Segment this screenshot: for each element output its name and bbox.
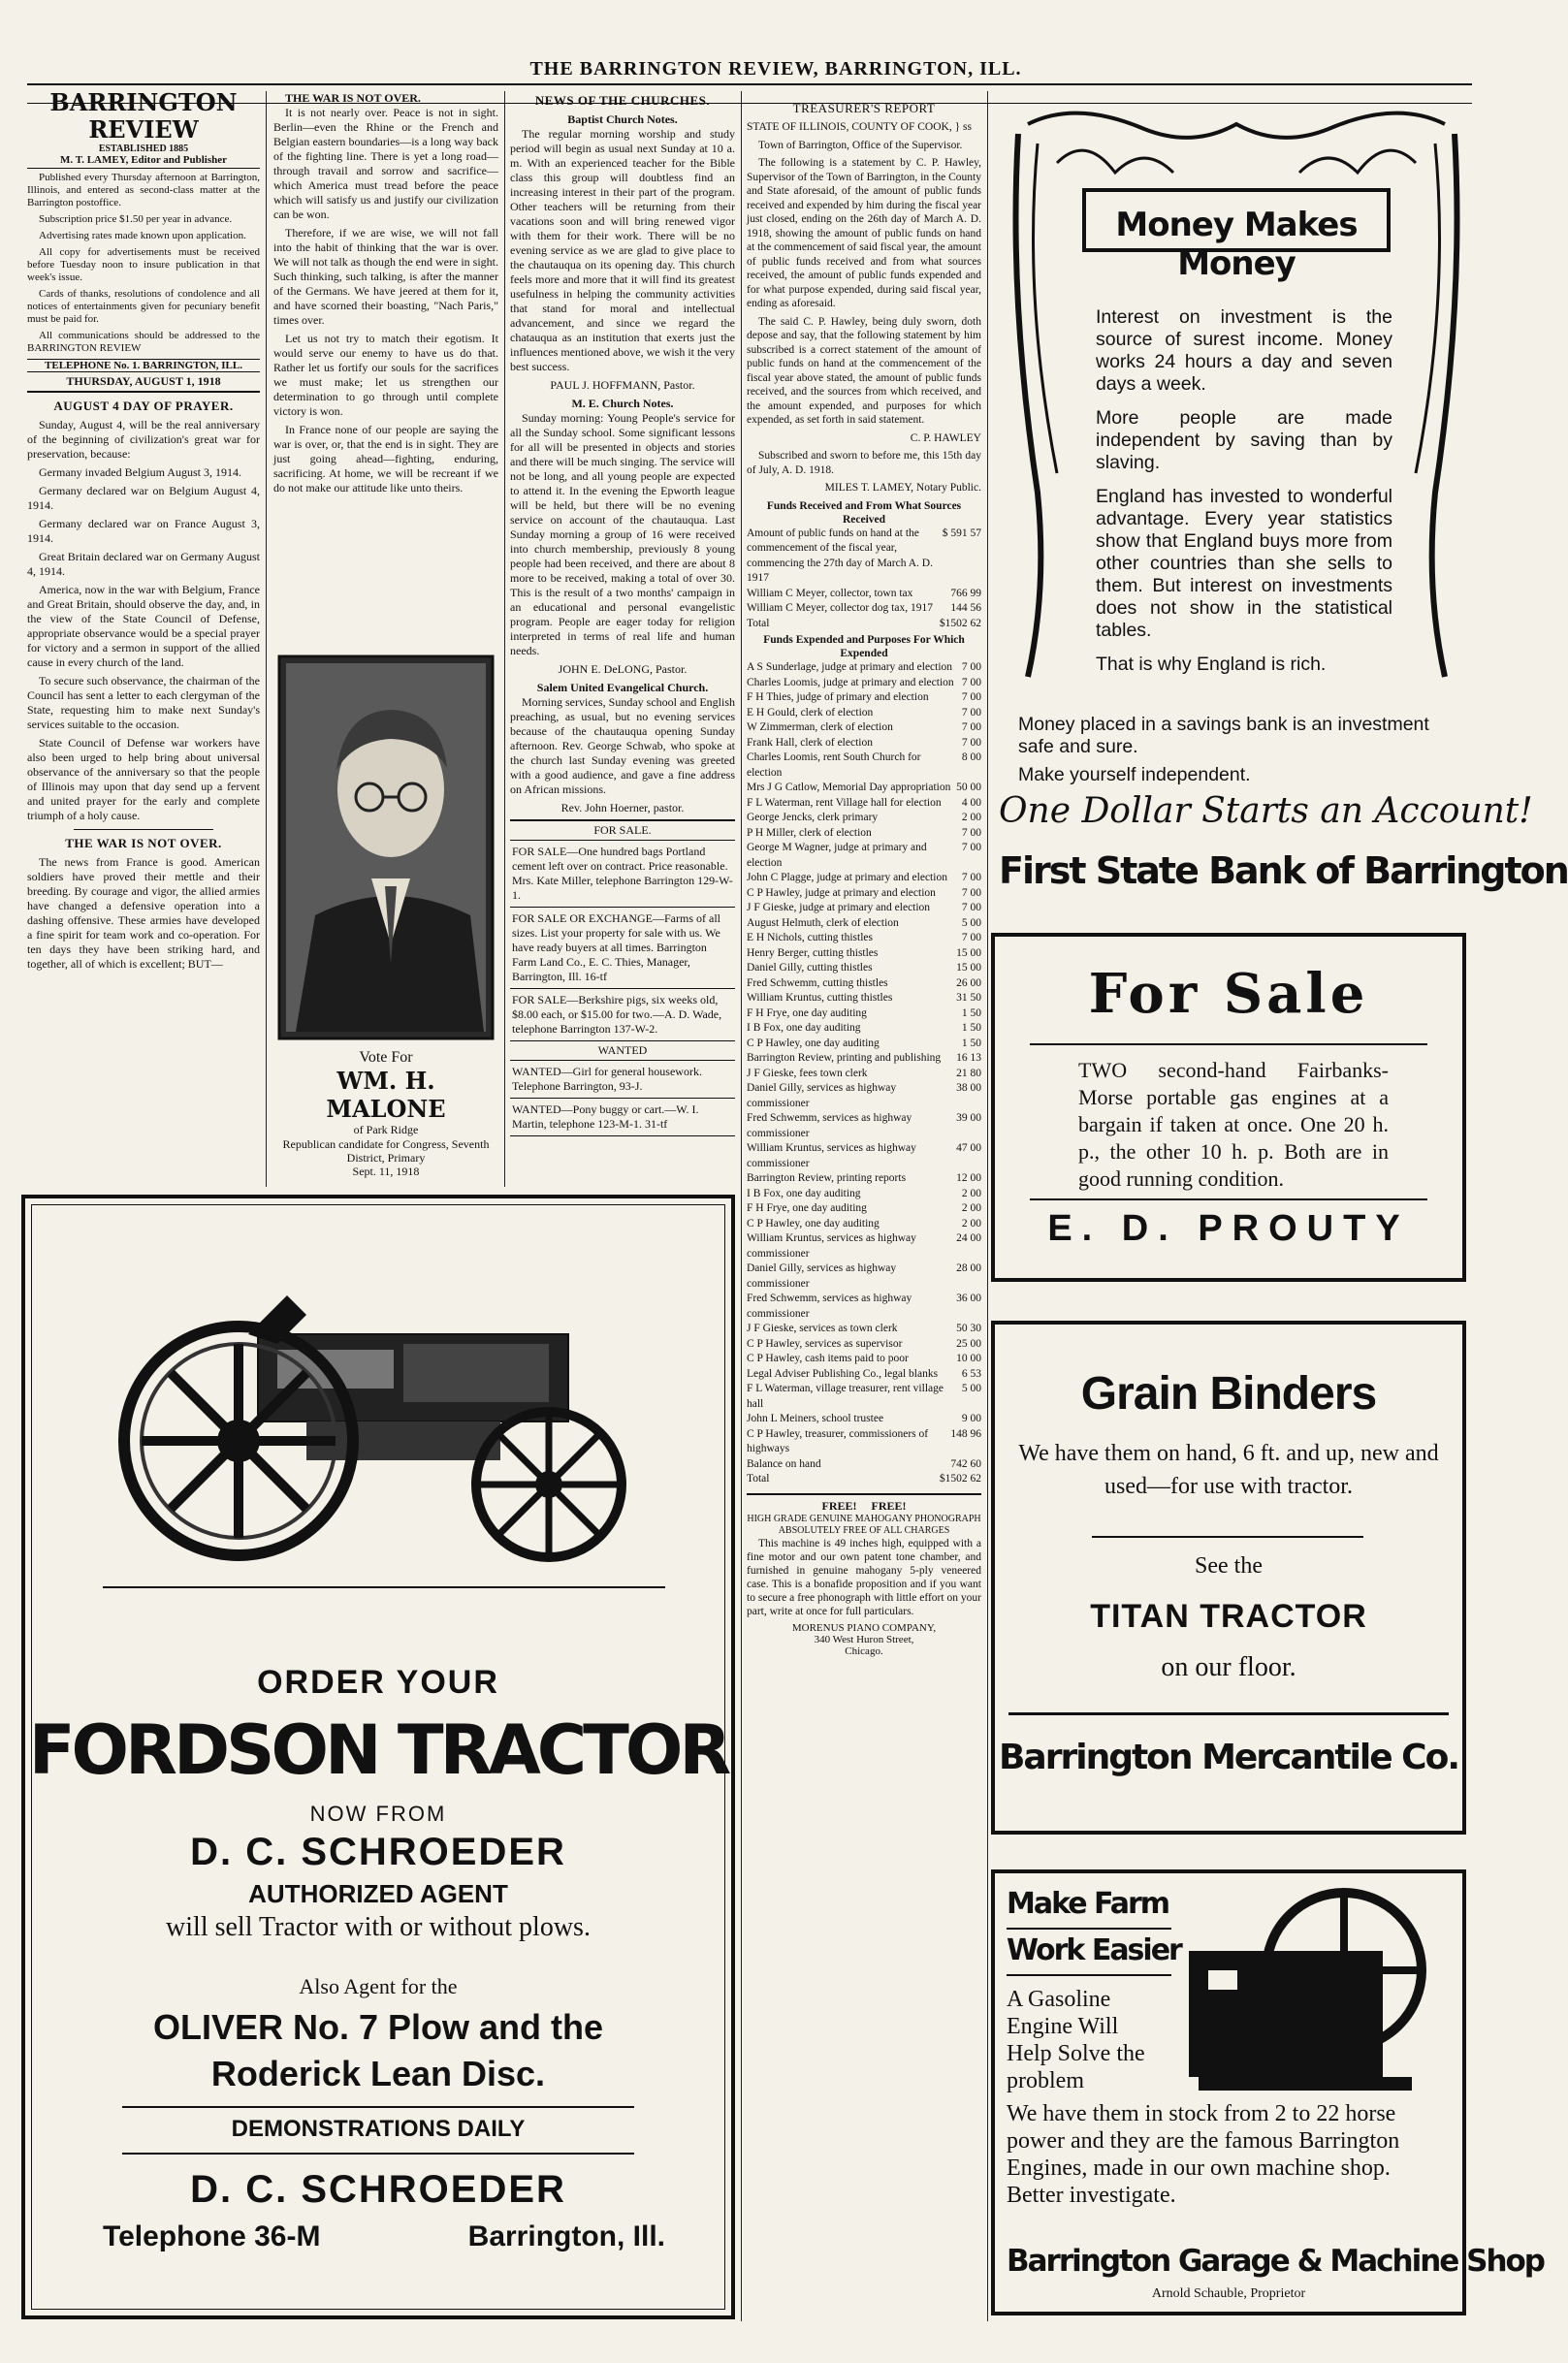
signature: C. P. HAWLEY	[910, 431, 981, 444]
expended-heading: Funds Expended and Purposes For Which Expended	[763, 634, 965, 659]
report-row	[747, 587, 981, 602]
report-amount: 47 00	[956, 1142, 981, 1154]
money-p1: Interest on investment is the source of surest income. Money works 24 hours a day and seven days a week.	[1096, 306, 1392, 395]
grain-title: Grain Binders	[1080, 1368, 1377, 1420]
notary: MILES T. LAMEY, Notary Public.	[824, 482, 981, 494]
report-row	[747, 1261, 981, 1292]
report-amount: 39 00	[956, 1112, 981, 1124]
report-row	[747, 736, 981, 751]
paragraph: Sunday, August 4, will be the real anniversary of the beginning of civilization's great war for preservation, because:	[27, 418, 260, 461]
report-row	[747, 1382, 981, 1412]
report-row	[747, 886, 981, 902]
report-amount: 12 00	[956, 1172, 981, 1184]
column-2	[273, 91, 498, 1187]
report-amount: 7 00	[961, 691, 981, 703]
report-item: Frank Hall, clerk of election	[747, 736, 873, 749]
report-amount: 50 30	[956, 1323, 981, 1334]
bank-name: First State Bank of Barrington	[999, 849, 1568, 892]
treasurer-heading: TREASURER'S REPORT	[792, 101, 936, 115]
fordson-tractor: FORDSON TRACTOR	[28, 1710, 728, 1790]
report-row	[747, 1472, 981, 1487]
fordson-order: ORDER YOUR	[257, 1664, 499, 1701]
fordson-demos: DEMONSTRATIONS DAILY	[231, 2116, 526, 2142]
report-row	[747, 826, 981, 842]
report-row	[747, 1367, 981, 1383]
report-row	[747, 720, 981, 736]
column-rule	[504, 91, 505, 1187]
money-title: Money Makes Money	[1115, 206, 1358, 283]
garage-engine: A Gasoline Engine Will Help Solve the problem	[1007, 1987, 1145, 2093]
report-amount: 742 60	[950, 1457, 981, 1470]
war-continued-article	[273, 106, 498, 495]
paragraph: Great Britain declared war on Germany August 4, 1914.	[27, 550, 260, 578]
classified-item: WANTED—Pony buggy or cart.—W. I. Martin, telephone 123-M-1. 31-tf	[510, 1099, 735, 1136]
garage-proprietor: Arnold Schauble, Proprietor	[1151, 2286, 1306, 2301]
report-amount: 2 00	[961, 1187, 981, 1199]
report-amount: 36 00	[956, 1293, 981, 1304]
report-row	[747, 706, 981, 721]
received-list	[747, 527, 981, 632]
report-item: Legal Adviser Publishing Co., legal blanks	[747, 1367, 939, 1380]
salem-sign: Rev. John Hoerner, pastor.	[510, 801, 735, 821]
report-amount: 50 00	[956, 782, 981, 793]
report-item: P H Miller, clerk of election	[747, 826, 872, 839]
rear-wheel	[124, 1326, 353, 1555]
paragraph: In France none of our people are saying the war is over, or, that the end is in sight. They are just going ahead—fighting, enduring, sacrificing. At home, we will be recreant if we do not make our attitude like unto theirs.	[273, 423, 498, 495]
money-slogan: One Dollar Starts an Account!	[999, 791, 1533, 831]
vote-for: Vote For	[359, 1049, 413, 1066]
report-row	[747, 946, 981, 962]
masthead: THE BARRINGTON REVIEW, BARRINGTON, ILL.	[529, 58, 1022, 80]
report-row	[747, 1051, 981, 1067]
grain-floor: on our floor.	[1161, 1652, 1296, 1682]
report-row	[747, 1427, 981, 1457]
report-item: J F Gieske, judge at primary and election	[747, 902, 931, 913]
report-row	[747, 781, 981, 796]
fordson-agent: AUTHORIZED AGENT	[248, 1879, 508, 1908]
published-note: Published every Thursday afternoon at Barrington, Illinois, and entered as second-class matter at the Barrington postoffice.	[27, 172, 260, 208]
methodist-text: Sunday morning: Young People's service for all the Sunday school. Some significant lessons for all will be presented in objects and stories and there will be much singing. The service will not be long, and all young people are expected to attend it. In the evening the Epworth league will be held, but there will be no evening service on account of the chautauqua. Last Sunday morning a group of 16 were received into church membership, previously 8 young people had been received, and there are about 8 more to be received, making a total of over 30. This is the result of a two months' campaign in an educational and personal evangelistic program. People are eager today for religion interpreted in terms of real life and human needs.	[510, 411, 735, 657]
report-amount: 15 00	[956, 962, 981, 974]
report-row	[747, 1231, 981, 1261]
report-amount: 148 96	[950, 1427, 981, 1440]
salem-heading: Salem United Evangelical Church.	[536, 681, 709, 694]
report-amount: 38 00	[956, 1082, 981, 1094]
fordson-now-from: NOW FROM	[309, 1802, 447, 1826]
report-item: John C Plagge, judge at primary and election	[747, 872, 947, 883]
report-amount: 4 00	[961, 796, 981, 809]
report-amount: 2 00	[961, 812, 981, 823]
report-row	[747, 961, 981, 976]
prayer-heading: AUGUST 4 DAY OF PRAYER.	[53, 399, 234, 413]
report-amount: 5 00	[961, 1383, 981, 1394]
report-item: I B Fox, one day auditing	[747, 1022, 861, 1034]
issue-date: THURSDAY, AUGUST 1, 1918	[27, 372, 260, 393]
subscription-note: Subscription price $1.50 per year in advance.	[39, 213, 233, 225]
report-item: August Helmuth, clerk of election	[747, 916, 899, 929]
editor: M. T. LAMEY, Editor and Publisher	[27, 154, 260, 169]
report-row	[747, 1201, 981, 1217]
salem-text: Morning services, Sunday school and English preaching, as usual, but no evening services because of the chautauqua opening Sunday afternoon. Rev. George Schwab, who spoke at the church last Sunday evening was greeted with a good audience, and gave a fine address on African missions.	[510, 695, 735, 796]
paragraph: Let us not try to match their egotism. It would serve our enemy to have us do that. Rather let us fortify our souls for the sacrifices we must make; let us strengthen our determination to go through until complete victory is won.	[273, 332, 498, 418]
report-row	[747, 871, 981, 886]
paragraph: Germany declared war on France August 3, 1914.	[27, 517, 260, 545]
report-amount: 1 50	[961, 1006, 981, 1019]
garage-ad	[991, 1869, 1545, 2315]
oath: The said C. P. Hawley, being duly sworn, doth depose and say, that the following statement by him subscribed is a correct statement of the amount of public funds on hand at the commencement of the fiscal year above stated, the amount of public funds received, and the sources from which received, and the amount expended, and purposes for which expended, as set forth in said statement.	[747, 315, 981, 426]
report-row	[747, 931, 981, 946]
report-row	[747, 1171, 981, 1187]
report-amount: 26 00	[956, 976, 981, 989]
fordson-dealer-2: D. C. SCHROEDER	[190, 2168, 566, 2211]
report-amount: $1502 62	[939, 1473, 981, 1485]
report-amount: 7 00	[961, 842, 981, 853]
methodist-heading: M. E. Church Notes.	[571, 397, 674, 410]
cards-note: Cards of thanks, resolutions of condolence and all notices of entertainments given for pecuniary benefit must be paid for.	[27, 288, 260, 325]
report-amount: 7 00	[961, 886, 981, 899]
for-sale-ad	[991, 933, 1466, 1282]
column-rule	[987, 91, 988, 2321]
free-address: 340 West Huron Street,	[814, 1633, 914, 1645]
state-line: STATE OF ILLINOIS, COUNTY OF COOK, } ss	[747, 121, 972, 133]
report-item: J F Gieske, services as town clerk	[747, 1323, 898, 1334]
paragraph: It is not nearly over. Peace is not in sight. Berlin—even the Rhine or the French and Belgian eastern boundaries—is a long way back of the fighting line. There is yet a long road—through travail and sorrow and sacrifice—which America must tread before the peace which will satisfy us and justify our civilization can be won.	[273, 106, 498, 221]
malone-ad	[273, 654, 498, 1178]
report-item: Charles Loomis, rent South Church for election	[747, 751, 921, 779]
candidate-town: of Park Ridge	[353, 1123, 419, 1136]
report-amount: 7 00	[961, 661, 981, 673]
advertising-note: Advertising rates made known upon application.	[39, 230, 246, 241]
report-item: George M Wagner, judge at primary and election	[747, 842, 927, 869]
report-row	[747, 991, 981, 1006]
report-amount: 2 00	[961, 1217, 981, 1229]
money-p2: More people are made independent by saving than by slaving.	[1096, 407, 1392, 473]
report-amount: 2 00	[961, 1202, 981, 1214]
for-sale-text: TWO second-hand Fairbanks-Morse portable gas engines at a bargain if taken at once. One 20 h. p., the other 10 h. p. Both are in good running condition.	[1078, 1058, 1389, 1191]
prayer-article	[27, 418, 260, 823]
report-item: F H Thies, judge of primary and election	[747, 691, 929, 703]
fordson-will-sell: will sell Tractor with or without plows.	[166, 1912, 591, 1942]
column-1	[27, 89, 260, 1185]
front-wheel	[476, 1412, 622, 1557]
report-amount: 25 00	[956, 1337, 981, 1350]
report-row	[747, 750, 981, 781]
report-row	[747, 796, 981, 812]
for-sale-seller: E. D. PROUTY	[1047, 1208, 1410, 1249]
report-item: C P Hawley, services as supervisor	[747, 1337, 903, 1350]
communications-note: All communications should be addressed to the BARRINGTON REVIEW	[27, 330, 260, 354]
fordson-disc: Roderick Lean Disc.	[210, 2054, 546, 2093]
report-item: John L Meiners, school trustee	[747, 1413, 884, 1424]
free-city: Chicago.	[845, 1645, 883, 1657]
report-item: F L Waterman, rent Village hall for election	[747, 796, 942, 809]
report-amount: 7 00	[961, 736, 981, 749]
report-amount: 24 00	[956, 1232, 981, 1244]
report-amount: 7 00	[961, 706, 981, 718]
garage-text: We have them in stock from 2 to 22 horse power and they are the famous Barrington Engines, made in our own machine shop. Better investigate.	[1007, 2101, 1400, 2208]
garage-title-2: Work Easier	[1007, 1933, 1181, 1967]
grain-text: We have them on hand, 6 ft. and up, new and used—for use with tractor.	[1018, 1441, 1439, 1499]
report-row	[747, 617, 981, 632]
column-rule	[266, 91, 267, 1187]
report-row	[747, 1217, 981, 1232]
report-amount: $ 591 57	[942, 527, 981, 539]
methodist-sign: JOHN E. DeLONG, Pastor.	[558, 662, 688, 676]
churches-heading: NEWS OF THE CHURCHES.	[534, 93, 711, 108]
money-makes-money-ad	[999, 105, 1568, 919]
fordson-plow: OLIVER No. 7 Plow and the	[152, 2007, 604, 2047]
free-company: MORENUS PIANO COMPANY,	[791, 1621, 937, 1634]
for-sale-heading: FOR SALE.	[510, 821, 735, 841]
war-article: The news from France is good. American soldiers have proved their mettle and their breeding. By courage and vigor, the allied armies have changed a defensive operation into a dashing offensive. These armies have developed a fine spirit for team work and co-operation. For ten days they have been striking hard, and together, all of which is excellent; BUT—	[27, 855, 260, 971]
report-row	[747, 1037, 981, 1052]
classified-item: WANTED—Girl for general housework. Telephone Barrington, 93-J.	[510, 1061, 735, 1099]
money-p4: That is why England is rich.	[1096, 654, 1327, 675]
report-item: Daniel Gilly, services as highway commissioner	[747, 1082, 897, 1109]
report-item: William C Meyer, collector, town tax	[747, 587, 913, 599]
report-row	[747, 1081, 981, 1111]
classified-item: FOR SALE OR EXCHANGE—Farms of all sizes. List your property for sale with us. We have ready buyers at all times. Barrington Farm Land Co., E. C. Thies, Manager, Barrington, Ill. 16-tf	[510, 908, 735, 989]
report-amount: 10 00	[956, 1353, 981, 1364]
report-row	[747, 901, 981, 916]
report-item: C P Hawley, judge at primary and election	[747, 886, 936, 899]
report-item: I B Fox, one day auditing	[747, 1187, 861, 1199]
fordson-town: Barrington, Ill.	[467, 2220, 665, 2252]
report-item: William C Meyer, collector dog tax, 1917	[747, 602, 933, 614]
primary-date: Sept. 11, 1918	[352, 1165, 420, 1178]
report-amount: $1502 62	[939, 617, 981, 629]
war-continued-heading: THE WAR IS NOT OVER.	[285, 91, 421, 105]
report-amount: 7 00	[961, 826, 981, 839]
report-item: Henry Berger, cutting thistles	[747, 946, 879, 959]
report-item: William Kruntus, services as highway commissioner	[747, 1142, 916, 1169]
baptist-text: The regular morning worship and study period will begin as usual next Sunday at 10 a. m. With an experienced teacher for the Bible class this group will doubtless find an increasing interest in their part of the program. Other teachers will be returning from their vacations soon and will bring renewed vigor with them for their work. There will be no evening service as we are glad to give place to the chautauqua on its opening day. This church feels more and more that it will find its greatest usefulness in helping the community activities that stand for moral and intellectual advancement, and since we regard the chatauqua as an institution that exerts just the influences mentioned above, we wish it the very best success.	[510, 127, 735, 373]
report-item: Fred Schwemm, services as highway commissioner	[747, 1293, 912, 1320]
report-row	[747, 660, 981, 676]
fordson-phone: Telephone 36-M	[103, 2220, 321, 2252]
paragraph: America, now in the war with Belgium, France and Great Britain, should observe the day, and, in the view of the State Council of Defense, appropriate observance would be a special prayer for victory and a sermon in support of the allied cause in every church of the land.	[27, 583, 260, 669]
report-amount: 8 00	[961, 751, 981, 763]
paragraph: Germany declared war on Belgium August 4, 1914.	[27, 484, 260, 512]
statement: The following is a statement by C. P. Hawley, Supervisor of the Town of Barrington, in the County and State aforesaid, of the amount of public funds received and expended by him during the fiscal year just closed, ending on the 26th day of March A. D. 1918, showing the amount of public funds on hand at the commencement of said fiscal year, the amount of public funds received and from what sources received, the amount of public funds expended and for what purpose expended, during said fiscal year, ending as aforesaid.	[747, 157, 981, 309]
baptist-heading: Baptist Church Notes.	[567, 112, 678, 126]
report-row	[747, 1322, 981, 1337]
report-row	[747, 976, 981, 992]
report-amount: 21 80	[956, 1067, 981, 1079]
report-item: J F Gieske, fees town clerk	[747, 1067, 868, 1079]
report-row	[747, 676, 981, 691]
top-rule	[27, 83, 1472, 85]
report-item: Daniel Gilly, cutting thistles	[747, 962, 873, 974]
report-row	[747, 1111, 981, 1141]
report-item: W Zimmerman, clerk of election	[747, 721, 893, 733]
report-amount: 7 00	[961, 676, 981, 688]
report-item: Fred Schwemm, cutting thistles	[747, 976, 888, 989]
report-item: Amount of public funds on hand at the commencement of the fiscal year, commencing the 27th day of March A. D. 1917	[747, 527, 933, 584]
report-row	[747, 1412, 981, 1427]
grain-tractor: TITAN TRACTOR	[1090, 1598, 1367, 1635]
for-sale-title: For Sale	[1088, 962, 1369, 1026]
free-text: This machine is 49 inches high, equipped with a fine motor and our own patent tone chamber, and furnished in genuine mahogany 5-ply veneered case. This is a bonafide proposition and if you want to secure a free phonograph with little effort on your part, write at once for full particulars.	[747, 1537, 981, 1617]
report-item: E H Nichols, cutting thistles	[747, 932, 874, 943]
report-row	[747, 841, 981, 871]
report-amount: 31 50	[956, 992, 981, 1004]
money-p3: England has invested to wonderful advantage. Every year statistics show that England buys more from other countries than she sells to them. But interest on investments does not show in the statistical tables.	[1096, 486, 1392, 641]
report-item: E H Gould, clerk of election	[747, 706, 874, 718]
report-amount: 7 00	[961, 932, 981, 943]
report-item: C P Hawley, one day auditing	[747, 1037, 880, 1049]
subscribed: Subscribed and sworn to before me, this 15th day of July, A. D. 1918.	[747, 450, 981, 476]
report-item: William Kruntus, services as highway commissioner	[747, 1232, 916, 1260]
report-amount: 5 00	[961, 916, 981, 929]
report-row	[747, 1292, 981, 1322]
report-row	[747, 601, 981, 617]
expended-list	[747, 660, 981, 1487]
copy-note: All copy for advertisements must be received before Tuesday noon to insure publication in that week's issue.	[27, 246, 260, 283]
report-amount: 9 00	[961, 1413, 981, 1424]
column-4	[747, 101, 981, 2331]
report-item: C P Hawley, treasurer, commissioners of highways	[747, 1427, 929, 1454]
report-amount: 144 56	[950, 602, 981, 614]
report-item: C P Hawley, one day auditing	[747, 1217, 880, 1229]
paragraph: To secure such observance, the chairman of the Council has sent a letter to each clergyman of the State, requesting him to make next Sunday's services suitable to the occasion.	[27, 674, 260, 731]
report-item: Total	[747, 617, 770, 629]
column-3	[510, 91, 735, 1187]
report-item: F H Frye, one day auditing	[747, 1006, 867, 1019]
report-amount: 1 50	[961, 1037, 981, 1049]
paragraph: Germany invaded Belgium August 3, 1914.	[39, 465, 241, 479]
fordson-dealer: D. C. SCHROEDER	[190, 1831, 566, 1873]
report-item: Barrington Review, printing and publishing	[747, 1052, 942, 1064]
report-row	[747, 1352, 981, 1367]
fordson-tractor-ad	[21, 1195, 735, 2319]
report-item: A S Sunderlage, judge at primary and election	[747, 661, 953, 673]
portrait-photo	[276, 654, 496, 1041]
report-item: F H Frye, one day auditing	[747, 1202, 867, 1214]
report-item: F L Waterman, village treasurer, rent village hall	[747, 1383, 944, 1410]
classified-item: FOR SALE—One hundred bags Portland cement left over on contract. Price reasonable. Mrs. Kate Miller, telephone Barrington 129-W-1.	[510, 841, 735, 908]
candidate-office: Republican candidate for Congress, Seventh District, Primary	[282, 1137, 490, 1165]
report-amount: 1 50	[961, 1022, 981, 1034]
gas-engine-illustration	[1179, 1883, 1451, 2096]
paragraph: Therefore, if we are wise, we will not fall into the habit of thinking that the war is over. We will not talk as though the end were in sight. Such thinking, such talking, is after the manner of the Germans. We have jeered at them for it, and have scorned their boasting, "Nach Paris," times over.	[273, 226, 498, 327]
free-subheading: HIGH GRADE GENUINE MAHOGANY PHONOGRAPH ABSOLUTELY FREE OF ALL CHARGES	[747, 1513, 981, 1536]
report-item: Balance on hand	[747, 1457, 821, 1470]
report-item: C P Hawley, cash items paid to poor	[747, 1353, 909, 1364]
report-amount: 15 00	[956, 946, 981, 959]
money-body	[1096, 306, 1392, 676]
grain-binders-ad	[991, 1321, 1466, 1835]
report-amount: 7 00	[961, 872, 981, 883]
fordson-also: Also Agent for the	[299, 1974, 458, 1998]
report-item: Mrs J G Catlow, Memorial Day appropriation	[747, 782, 951, 793]
report-row	[747, 1006, 981, 1022]
baptist-sign: PAUL J. HOFFMANN, Pastor.	[550, 378, 695, 392]
report-row	[747, 1067, 981, 1082]
report-row	[747, 1187, 981, 1202]
grain-company: Barrington Mercantile Co.	[998, 1738, 1458, 1777]
money-p6: Make yourself independent.	[1018, 764, 1251, 785]
report-row	[747, 1457, 981, 1473]
paragraph: State Council of Defense war workers have also been urged to help bring about universal observance of the anniversary so that the people of Illinois may upon that day send up a fervent and united prayer for the early and complete triumph of a holy cause.	[27, 736, 260, 822]
report-amount: 6 53	[961, 1367, 981, 1380]
report-row	[747, 1021, 981, 1037]
garage-title-1: Make Farm	[1007, 1887, 1169, 1921]
town-line: Town of Barrington, Office of the Supervisor.	[758, 139, 963, 151]
received-heading: Funds Received and From What Sources Received	[766, 499, 962, 526]
report-amount: 16 13	[956, 1052, 981, 1064]
report-amount: 7 00	[961, 721, 981, 733]
report-item: Barrington Review, printing reports	[747, 1172, 907, 1184]
report-row	[747, 1337, 981, 1353]
telephone: TELEPHONE No. 1. BARRINGTON, ILL.	[27, 359, 260, 372]
report-item: Fred Schwemm, services as highway commissioner	[747, 1112, 912, 1139]
report-item: William Kruntus, cutting thistles	[747, 992, 893, 1004]
report-row	[747, 527, 981, 587]
report-item: Total	[747, 1473, 770, 1485]
report-item: George Jencks, clerk primary	[747, 812, 879, 823]
report-row	[747, 1141, 981, 1171]
money-p5: Money placed in a savings bank is an investment safe and sure.	[1018, 714, 1429, 757]
garage-company: Barrington Garage & Machine Shop	[1007, 2244, 1545, 2279]
column-rule	[741, 91, 742, 2321]
wanted-heading: WANTED	[510, 1041, 735, 1061]
report-amount: 7 00	[961, 902, 981, 913]
report-row	[747, 690, 981, 706]
free-heading: FREE! FREE!	[821, 1498, 907, 1513]
money-footer	[1018, 714, 1464, 786]
grain-see: See the	[1195, 1553, 1263, 1579]
classified-item: FOR SALE—Berkshire pigs, six weeks old, $8.00 each, or $15.00 for two.—A. D. Wade, telephone Barrington 137-W-2.	[510, 989, 735, 1041]
candidate-name: WM. H. MALONE	[326, 1067, 446, 1123]
tractor-illustration	[112, 1276, 656, 1567]
report-row	[747, 916, 981, 932]
report-amount: 766 99	[950, 587, 981, 599]
established: ESTABLISHED 1885	[98, 144, 189, 154]
report-item: Daniel Gilly, services as highway commissioner	[747, 1262, 897, 1290]
paper-name: BARRINGTON REVIEW	[49, 88, 238, 144]
report-amount: 28 00	[956, 1262, 981, 1274]
war-heading: THE WAR IS NOT OVER.	[65, 836, 222, 850]
report-row	[747, 811, 981, 826]
report-item: Charles Loomis, judge at primary and election	[747, 676, 954, 688]
